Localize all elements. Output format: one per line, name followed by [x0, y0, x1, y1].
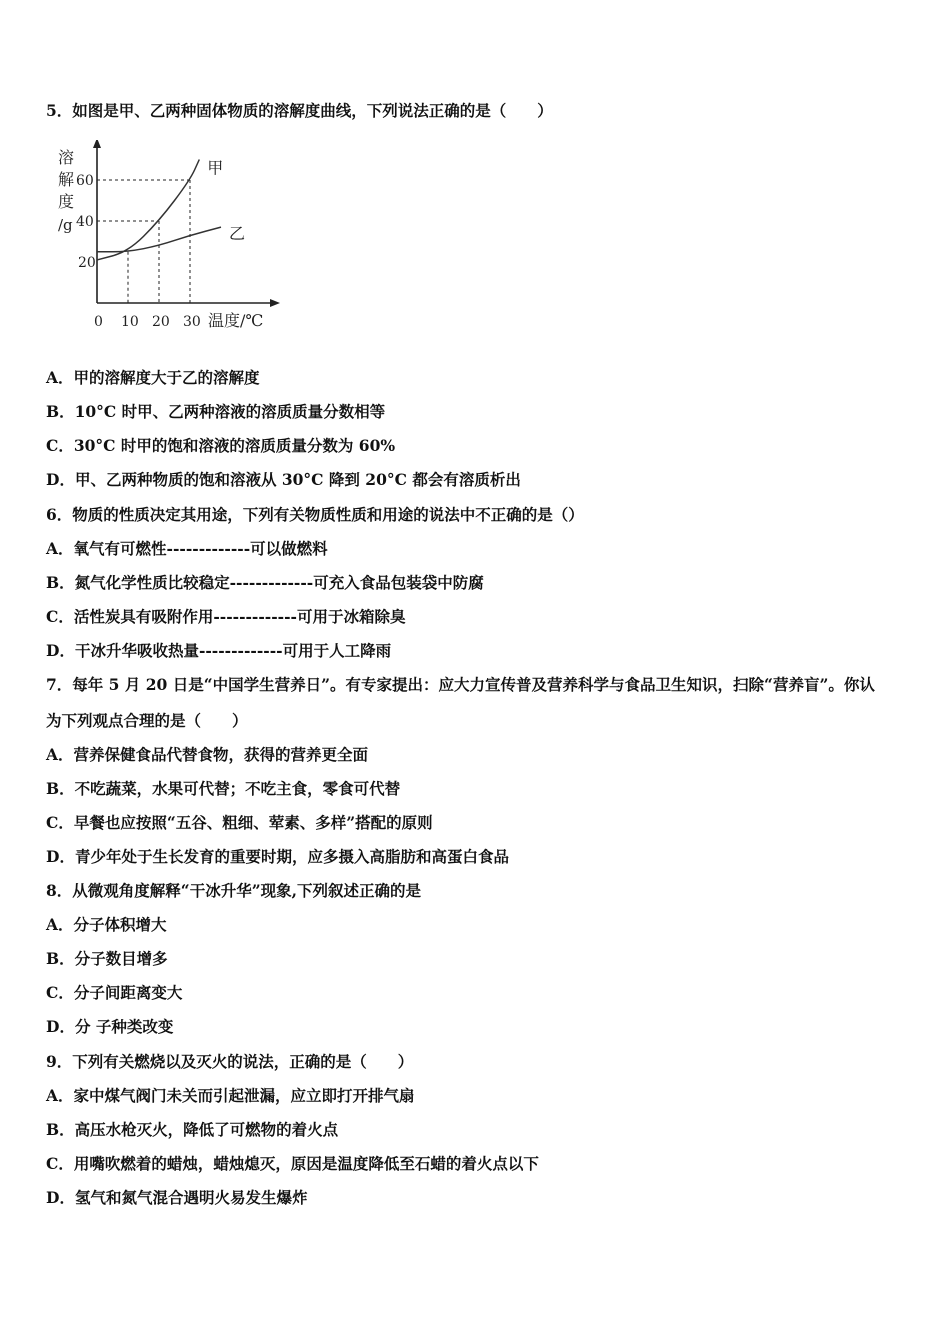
q5-option: C．30°C 时甲的饱和溶液的溶质质量分数为 60% [46, 436, 396, 455]
ylabel-char-4: /g [58, 216, 73, 234]
x-tick-label: 30 [183, 314, 201, 330]
y-axis-arrow [93, 140, 101, 148]
q6-option: A．氧气有可燃性-------------可以做燃料 [46, 539, 328, 558]
q6-option: B．氮气化学性质比较稳定-------------可充入食品包装袋中防腐 [46, 573, 484, 592]
q9-option: C．用嘴吹燃着的蜡烛，蜡烛熄灭，原因是温度降低至石蜡的着火点以下 [46, 1154, 539, 1173]
q7-stem-line2: 为下列观点合理的是（ ） [46, 711, 248, 730]
q9-option: A．家中煤气阀门未关而引起泄漏，应立即打开排气扇 [46, 1086, 415, 1105]
q6-stem: 6．物质的性质决定其用途，下列有关物质性质和用途的说法中不正确的是（） [46, 505, 584, 524]
curve-jia [97, 160, 199, 260]
q9-stem: 9．下列有关燃烧以及灭火的说法，正确的是（ ） [46, 1052, 414, 1071]
q9-option: B．高压水枪灭火，降低了可燃物的着火点 [46, 1120, 339, 1139]
x-tick-label: 10 [121, 314, 139, 330]
q6-option: D．干冰升华吸收热量-------------可用于人工降雨 [46, 641, 392, 660]
q5-stem: 5．如图是甲、乙两种固体物质的溶解度曲线，下列说法正确的是（ ） [46, 101, 553, 120]
ylabel-char-2: 解 [58, 170, 75, 189]
x-tick-label: 20 [152, 314, 170, 330]
series-label: 甲 [207, 158, 224, 178]
q8-option: C．分子间距离变大 [46, 983, 183, 1002]
q8-option: D．分 子种类改变 [46, 1017, 174, 1036]
q5-option: B．10°C 时甲、乙两种溶液的溶质质量分数相等 [46, 402, 386, 421]
y-tick-label: 60 [76, 173, 94, 189]
solubility-chart [50, 140, 290, 340]
series-label: 乙 [229, 224, 246, 244]
xlabel: 温度/℃ [208, 311, 264, 330]
q8-option: B．分子数目增多 [46, 949, 168, 968]
q7-option: A．营养保健食品代替食物，获得的营养更全面 [46, 745, 369, 764]
q8-stem: 8．从微观角度解释“干冰升华”现象,下列叙述正确的是 [46, 881, 422, 900]
ylabel-char-3: 度 [58, 192, 75, 211]
q7-option: B．不吃蔬菜，水果可代替；不吃主食，零食可代替 [46, 779, 401, 798]
ylabel-char-1: 溶 [58, 148, 75, 167]
x-tick-label: 0 [94, 314, 103, 330]
q8-option: A．分子体积增大 [46, 915, 167, 934]
q7-option: D．青少年处于生长发育的重要时期，应多摄入高脂肪和高蛋白食品 [46, 847, 509, 866]
q7-option: C．早餐也应按照“五谷、粗细、荤素、多样”搭配的原则 [46, 813, 433, 832]
x-axis-arrow [270, 299, 280, 307]
q5-option: D．甲、乙两种物质的饱和溶液从 30°C 降到 20°C 都会有溶质析出 [46, 470, 521, 489]
q6-option: C．活性炭具有吸附作用-------------可用于冰箱除臭 [46, 607, 406, 626]
y-tick-label: 20 [78, 255, 96, 271]
q7-stem-line1: 7．每年 5 月 20 日是“中国学生营养日”。有专家提出：应大力宣传普及营养科学与食品卫生知识，扫除“营养盲”。你认 [46, 675, 875, 694]
q9-option: D．氢气和氮气混合遇明火易发生爆炸 [46, 1188, 308, 1207]
y-tick-label: 40 [76, 214, 94, 230]
q5-option: A．甲的溶解度大于乙的溶解度 [46, 368, 260, 387]
